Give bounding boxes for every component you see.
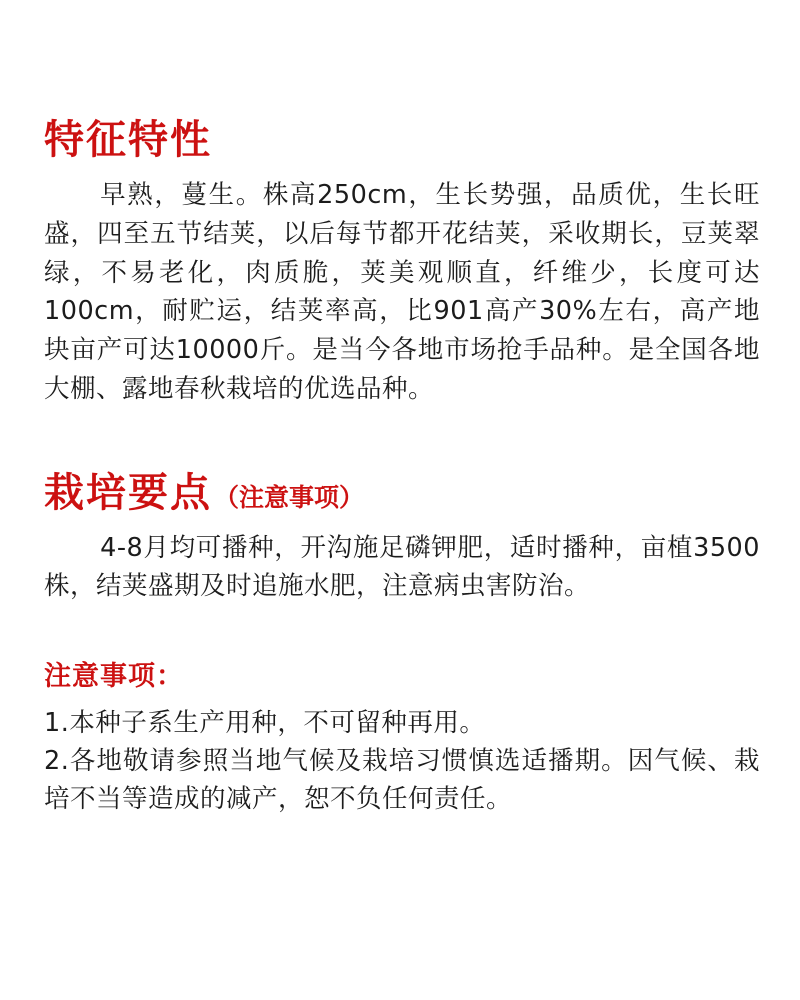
cultivation-heading-suffix: （注意事项） xyxy=(214,482,365,512)
section-notes xyxy=(44,662,760,818)
cultivation-heading xyxy=(44,468,760,516)
features-heading-text: 特征特性 xyxy=(44,116,212,163)
section-features xyxy=(44,118,760,409)
features-paragraph: 早熟，蔓生。株高250cm，生长势强，品质优，生长旺盛，四至五节结荚，以后每节都开花结荚，采收期长，豆荚翠绿，不易老化，肉质脆，荚美观顺直，纤维少，长度可达100cm，耐贮运，结荚率高，比901高产30%左右，高产地块亩产可达10000斤。是当今各地市场抢手品种。是全国各地大棚、露地春秋栽培的优选品种。 xyxy=(44,180,760,404)
cultivation-paragraph: 4-8月均可播种，开沟施足磷钾肥，适时播种，亩植3500株，结荚盛期及时追施水肥，注意病虫害防治。 xyxy=(44,532,760,602)
list-item: 2.各地敬请参照当地气候及栽培习惯慎选适播期。因气候、栽培不当等造成的减产，恕不负任何责任。 xyxy=(44,745,760,815)
cultivation-heading-text: 栽培要点 xyxy=(44,468,212,516)
list-item: 1.本种子系生产用种，不可留种再用。 xyxy=(44,707,486,738)
features-heading xyxy=(44,118,760,162)
notes-heading: 注意事项： xyxy=(44,661,184,692)
notes-list xyxy=(44,704,760,819)
section-cultivation xyxy=(44,468,760,607)
